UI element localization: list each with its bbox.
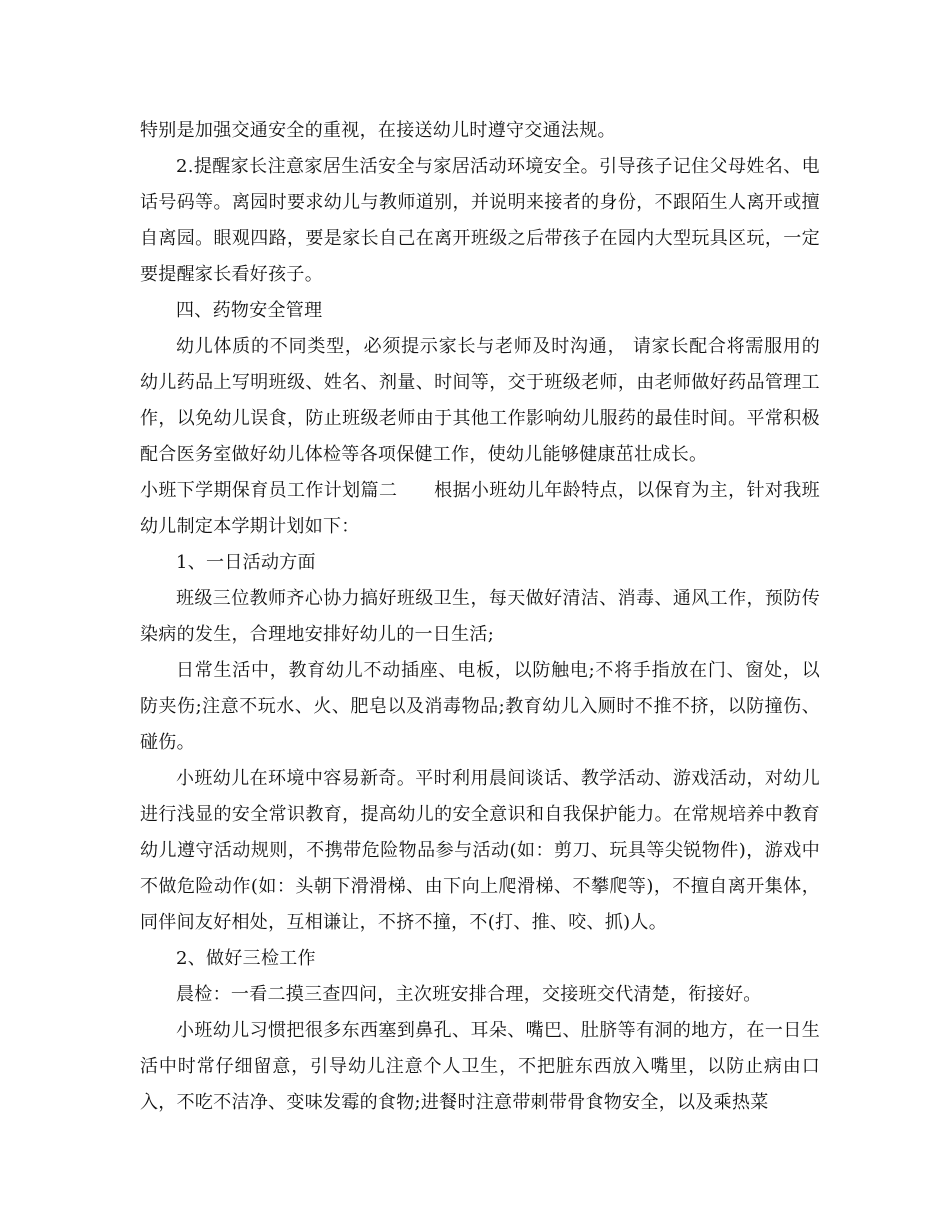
paragraph: 小班幼儿习惯把很多东西塞到鼻孔、耳朵、嘴巴、肚脐等有洞的地方，在一日生活中时常仔细留意，引导幼儿注意个人卫生，不把脏东西放入嘴里，以防止病由口入，不吃不洁净、变味发霉的食物;进餐时注意带刺带骨食物安全，以及乘热菜 <box>140 1020 820 1113</box>
paragraph: 特别是加强交通安全的重视，在接送幼儿时遵守交通法规。 <box>140 120 616 141</box>
paragraph: 日常生活中，教育幼儿不动插座、电板，以防触电;不将手指放在门、窗处，以防夹伤;注意不玩水、火、肥皂以及消毒物品;教育幼儿入厕时不推不挤，以防撞伤、碰伤。 <box>140 660 820 753</box>
section-heading: 四、药物安全管理 <box>176 300 323 321</box>
paragraph: 幼儿体质的不同类型，必须提示家长与老师及时沟通， 请家长配合将需服用的幼儿药品上写明班级、姓名、剂量、时间等，交于班级老师，由老师做好药品管理工作，以免幼儿误食，防止班级老师由于其他工作影响幼儿服药的最佳时间。平常积极配合医务室做好幼儿体检等各项保健工作，使幼儿能够健康茁壮成长。 <box>140 336 820 465</box>
paragraph: 小班幼儿在环境中容易新奇。平时利用晨间谈话、教学活动、游戏活动，对幼儿进行浅显的安全常识教育，提高幼儿的安全意识和自我保护能力。在常规培养中教育幼儿遵守活动规则，不携带危险物品参与活动(如：剪刀、玩具等尖锐物件)，游戏中不做危险动作(如：头朝下滑滑梯、由下向上爬滑梯、不攀爬等)，不擅自离开集体，同伴间友好相处，互相谦让，不挤不撞，不(打、推、咬、抓)人。 <box>140 768 820 933</box>
paragraph: 晨检：一看二摸三查四问，主次班安排合理，交接班交代清楚，衔接好。 <box>176 984 762 1005</box>
paragraph: 班级三位教师齐心协力搞好班级卫生，每天做好清洁、消毒、通风工作，预防传染病的发生，合理地安排好幼儿的一日生活; <box>140 588 820 645</box>
section-heading: 1、一日活动方面 <box>176 552 316 573</box>
paragraph: 2.提醒家长注意家居生活安全与家居活动环境安全。引导孩子记住父母姓名、电话号码等。离园时要求幼儿与教师道别，并说明来接者的身份，不跟陌生人离开或擅自离园。眼观四路，要是家长自己在离开班级之后带孩子在园内大型玩具区玩，一定要提醒家长看好孩子。 <box>140 156 820 285</box>
paragraph: 小班下学期保育员工作计划篇二 根据小班幼儿年龄特点，以保育为主，针对我班幼儿制定本学期计划如下： <box>140 480 820 537</box>
document-body <box>140 113 820 1121</box>
section-heading: 2、做好三检工作 <box>176 948 316 969</box>
